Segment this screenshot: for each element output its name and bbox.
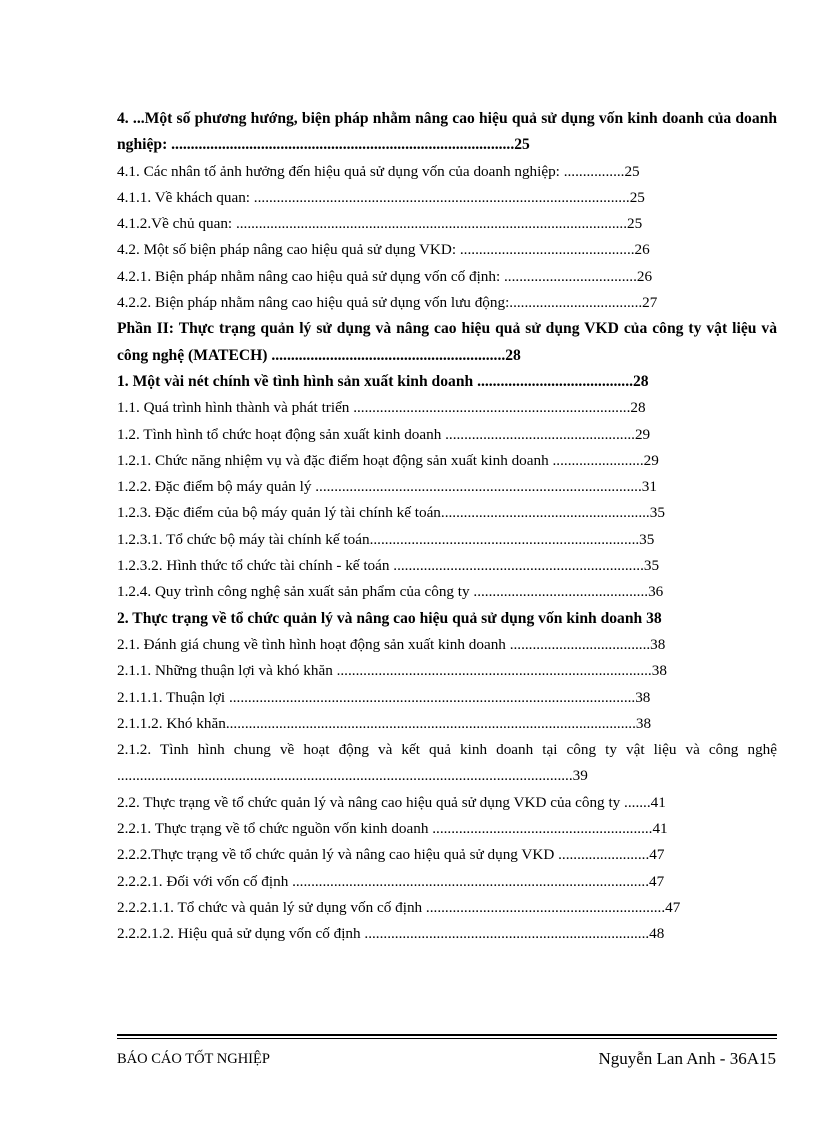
toc-entry: 4.1. Các nhân tố ảnh hưởng đến hiệu quả sử dụng vốn của doanh nghiệp: ................25 xyxy=(117,162,640,180)
toc-entry: 1.2.2. Đặc điểm bộ máy quản lý ......................................................................................31 xyxy=(117,478,657,496)
toc-entry: 2.2.2.1. Đối với vốn cố định ..............................................................................................47 xyxy=(117,872,665,890)
toc-entry: 1.1. Quá trình hình thành và phát triển .........................................................................28 xyxy=(117,399,646,417)
toc-entry: 2.2.2.Thực trạng về tổ chức quản lý và nâng cao hiệu quả sử dụng VKD ........................47 xyxy=(117,846,665,864)
toc-entry: 1.2.4. Quy trình công nghệ sản xuất sản phẩm của công ty ..............................................36 xyxy=(117,583,664,601)
toc-entry: 2.2.2.1.1. Tổ chức và quản lý sử dụng vốn cố định ...............................................................47 xyxy=(117,898,681,916)
toc-entry: 1.2. Tình hình tổ chức hoạt động sản xuất kinh doanh ..................................................29 xyxy=(117,425,651,443)
toc-entry: 4.2. Một số biện pháp nâng cao hiệu quả sử dụng VKD: ..............................................26 xyxy=(117,241,650,259)
toc-entry: 2.2.1. Thực trạng về tổ chức nguồn vốn kinh doanh ..........................................................41 xyxy=(117,820,668,838)
toc-entry: 4.2.1. Biện pháp nhằm nâng cao hiệu quả sử dụng vốn cố định: ...................................26 xyxy=(117,267,653,285)
toc-entry: 2.2.2.1.2. Hiệu quả sử dụng vốn cố định ...........................................................................48 xyxy=(117,925,665,943)
toc-entry: 2.1.1. Những thuận lợi và khó khăn ...................................................................................38 xyxy=(117,662,667,680)
toc-entry: 1.2.3. Đặc điểm của bộ máy quản lý tài chính kế toán.......................................................35 xyxy=(117,504,665,522)
toc-entry: 2.1.1.2. Khó khăn............................................................................................................38 xyxy=(117,714,652,732)
toc-entry: 2. Thực trạng về tổ chức quản lý và nâng cao hiệu quả sử dụng vốn kinh doanh 38 xyxy=(117,609,662,627)
toc-entry: 4.1.1. Về khách quan: ...................................................................................................25 xyxy=(117,188,645,206)
toc-entry: 2.1.1.1. Thuận lợi ...........................................................................................................38 xyxy=(117,688,651,706)
toc-entry: 1.2.3.2. Hình thức tổ chức tài chính - kế toán ..................................................................35 xyxy=(117,557,660,575)
toc-entry: Phần II: Thực trạng quản lý sử dụng và nâng cao hiệu quả sử dụng VKD của công ty vật liệu và công nghệ (MATECH) ............................................................28 xyxy=(117,320,777,364)
toc-entry: 1.2.1. Chức năng nhiệm vụ và đặc điểm hoạt động sản xuất kinh doanh ........................29 xyxy=(117,451,659,469)
footer-author: Nguyễn Lan Anh - 36A15 xyxy=(598,1049,776,1068)
toc-entry: 1. Một vài nét chính về tình hình sản xuất kinh doanh ........................................28 xyxy=(117,372,649,390)
table-of-contents xyxy=(117,106,777,948)
toc-entry: 2.1.2. Tình hình chung về hoạt động và kết quả kinh doanh tại công ty vật liệu và công nghệ ........................................................................................................................39 xyxy=(117,741,777,785)
toc-entry: 1.2.3.1. Tổ chức bộ máy tài chính kế toán.......................................................................35 xyxy=(117,530,655,548)
footer-rule-thick xyxy=(117,1034,777,1036)
toc-entry: 4.2.2. Biện pháp nhằm nâng cao hiệu quả sử dụng vốn lưu động:...................................27 xyxy=(117,294,658,312)
footer-report-title: BÁO CÁO TỐT NGHIỆP xyxy=(117,1051,270,1067)
footer-rule-thin xyxy=(117,1038,777,1039)
toc-entry: 4.1.2.Về chủ quan: .......................................................................................................25 xyxy=(117,215,643,233)
toc-entry: 2.1. Đánh giá chung về tình hình hoạt động sản xuất kinh doanh .....................................38 xyxy=(117,635,666,653)
toc-entry: 2.2. Thực trạng về tổ chức quản lý và nâng cao hiệu quả sử dụng VKD của công ty .......41 xyxy=(117,793,666,811)
toc-entry: 4. ...Một số phương hướng, biện pháp nhằm nâng cao hiệu quả sử dụng vốn kinh doanh của doanh nghiệp: ........................................................................................25 xyxy=(117,110,777,154)
